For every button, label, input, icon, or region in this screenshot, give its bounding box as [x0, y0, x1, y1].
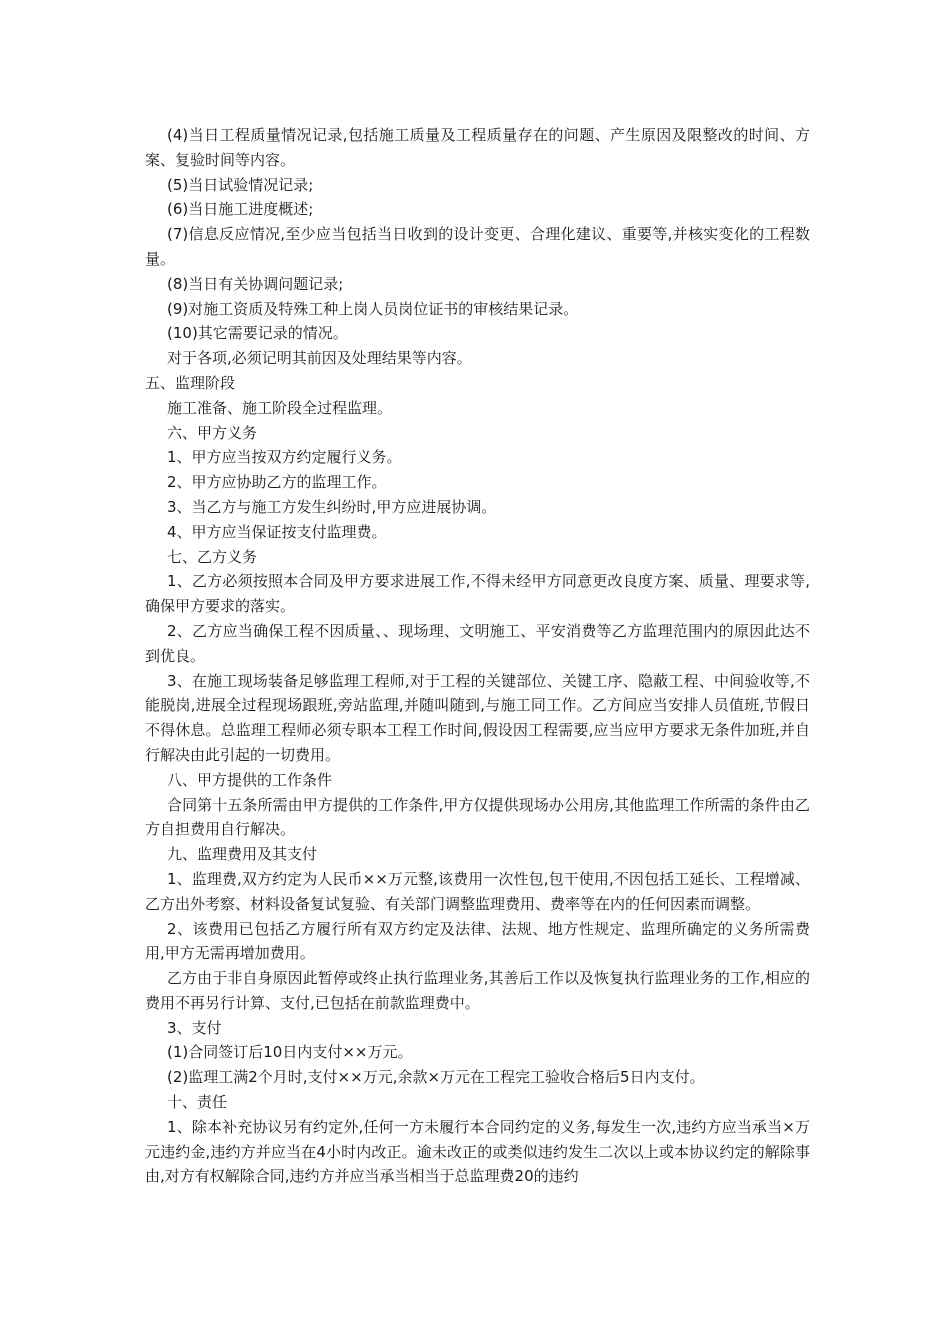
paragraph-30: 1、除本补充协议另有约定外,任何一方未履行本合同约定的义务,每发生一次,违约方应当承当×万元违约金,违约方并应当在4小时内改正。逾未改正的或类似违约发生二次以上或本协议约定的解除事由,对方有权解除合同,违约方并应当承当相当于总监理费20的违约 [145, 1117, 810, 1186]
paragraph-8: 对于各项,必须记明其前因及处理结果等内容。 [167, 349, 472, 368]
paragraph-2: (5)当日试验情况记录; [167, 175, 314, 194]
paragraph-15: 4、甲方应当保证按支付监理费。 [167, 522, 387, 541]
paragraph-4: (7)信息反应情况,至少应当包括当日收到的设计变更、合理化建议、重要等,并核实变化的工程数量。 [145, 225, 810, 268]
paragraph-25: 乙方由于非自身原因此暂停或终止执行监理业务,其善后工作以及恢复执行监理业务的工作,相应的费用不再另行计算、支付,已包括在前款监理费中。 [145, 969, 810, 1012]
section-heading-8: 八、甲方提供的工作条件 [167, 770, 333, 789]
paragraph-14: 3、当乙方与施工方发生纠纷时,甲方应进展协调。 [167, 497, 497, 516]
paragraph-6: (9)对施工资质及特殊工种上岗人员岗位证书的审核结果记录。 [167, 299, 579, 318]
paragraph-13: 2、甲方应协助乙方的监理工作。 [167, 473, 387, 492]
paragraph-27: (1)合同签订后10日内支付××万元。 [167, 1043, 413, 1062]
section-heading-10: 十、责任 [167, 1093, 228, 1112]
document-page [145, 123, 810, 1189]
paragraph-17: 1、乙方必须按照本合同及甲方要求进展工作,不得未经甲方同意更改良度方案、质量、理要求等,确保甲方要求的落实。 [145, 572, 810, 616]
paragraph-3: (6)当日施工进度概述; [167, 200, 314, 219]
paragraph-23: 1、监理费,双方约定为人民币××万元整,该费用一次性包,包干使用,不因包括工延长、工程增减、乙方出外考察、材料设备复试复验、有关部门调整监理费用、费率等在内的任何因素而调整。 [145, 869, 810, 913]
paragraph-18: 2、乙方应当确保工程不因质量、、现场理、文明施工、平安消费等乙方监理范围内的原因此达不到优良。 [145, 621, 810, 665]
paragraph-7: (10)其它需要记录的情况。 [167, 324, 348, 343]
paragraph-28: (2)监理工满2个月时,支付××万元,余款×万元在工程完工验收合格后5日内支付。 [167, 1068, 705, 1087]
paragraph-21: 合同第十五条所需由甲方提供的工作条件,甲方仅提供现场办公用房,其他监理工作所需的条件由乙方自担费用自行解决。 [145, 795, 810, 839]
section-heading-5: 五、监理阶段 [145, 373, 236, 392]
paragraph-26: 3、支付 [167, 1018, 222, 1037]
section-heading-6: 六、甲方义务 [167, 423, 258, 442]
paragraph-12: 1、甲方应当按双方约定履行义务。 [167, 448, 402, 467]
paragraph-10: 施工准备、施工阶段全过程监理。 [167, 398, 393, 417]
section-heading-9: 九、监理费用及其支付 [167, 845, 318, 864]
paragraph-1: (4)当日工程质量情况记录,包括施工质量及工程质量存在的问题、产生原因及限整改的时间、方案、复验时间等内容。 [145, 126, 810, 169]
paragraph-24: 2、该费用已包括乙方履行所有双方约定及法律、法规、地方性规定、监理所确定的义务所需费用,甲方无需再增加费用。 [145, 919, 810, 963]
section-heading-7: 七、乙方义务 [167, 547, 258, 566]
paragraph-19: 3、在施工现场装备足够监理工程师,对于工程的关键部位、关键工序、隐蔽工程、中间验收等,不能脱岗,进展全过程现场跟班,旁站监理,并随叫随到,与施工同工作。乙方间应当安排人员值班,节假日不得休息。总监理工程师必须专职本工程工作时间,假设因工程需要,应当应甲方要求无条件加班,并自行解决由此引起的一切费用。 [145, 671, 810, 764]
paragraph-5: (8)当日有关协调问题记录; [167, 274, 344, 293]
